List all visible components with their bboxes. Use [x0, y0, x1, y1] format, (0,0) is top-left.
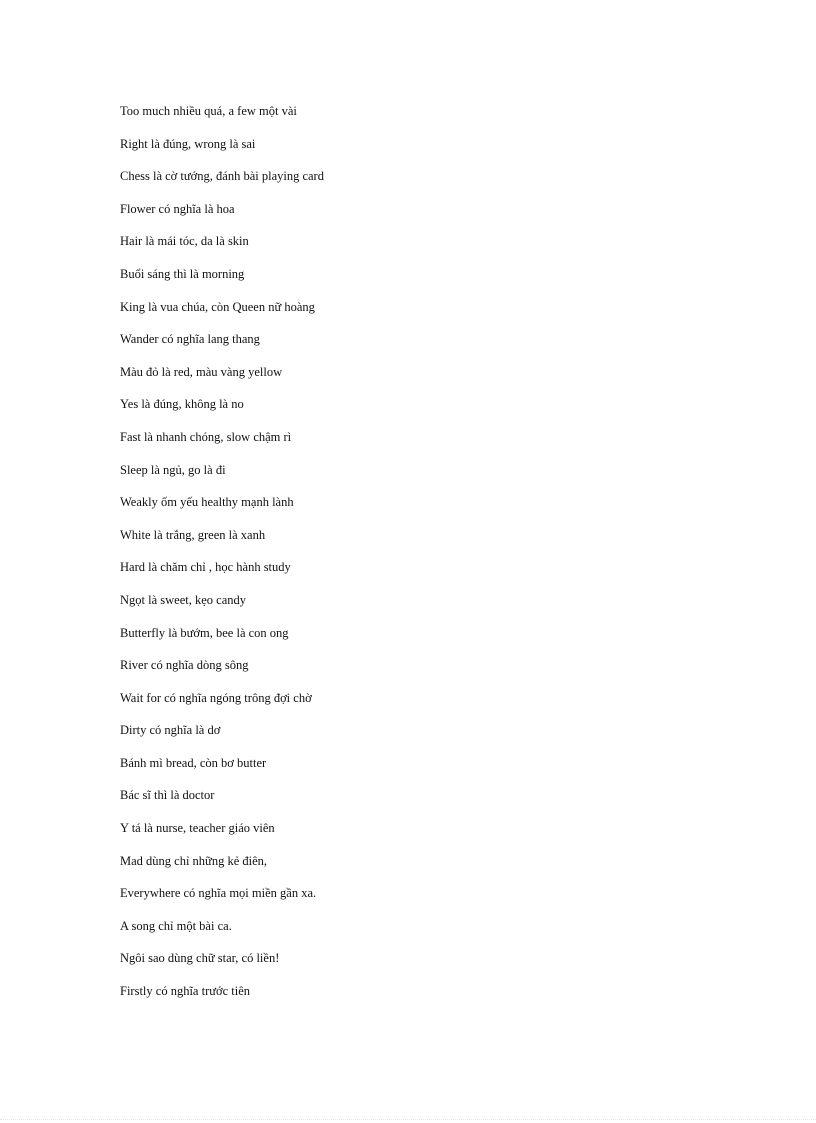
poem-lines: [120, 102, 324, 1015]
poem-line: Hard là chăm chỉ , học hành study: [120, 560, 291, 575]
page-bottom-divider: [0, 1119, 816, 1120]
poem-line: Flower có nghĩa là hoa: [120, 201, 235, 216]
poem-line: Weakly ốm yếu healthy mạnh lành: [120, 495, 294, 510]
poem-line: Right là đúng, wrong là sai: [120, 136, 256, 151]
poem-line: King là vua chúa, còn Queen nữ hoàng: [120, 299, 315, 314]
poem-line: Everywhere có nghĩa mọi miền gần xa.: [120, 886, 317, 901]
poem-line: Hair là mái tóc, da là skin: [120, 234, 249, 249]
poem-line: Wander có nghĩa lang thang: [120, 332, 260, 347]
poem-line: Ngọt là sweet, kẹo candy: [120, 592, 247, 607]
poem-line: Buổi sáng thì là morning: [120, 266, 245, 281]
poem-line: Mad dùng chỉ những kẻ điên,: [120, 853, 268, 868]
poem-line: Firstly có nghĩa trước tiên: [120, 984, 251, 999]
poem-line: Yes là đúng, không là no: [120, 397, 244, 412]
poem-line: Sleep là ngủ, go là đi: [120, 462, 226, 477]
poem-line: Fast là nhanh chóng, slow chậm rì: [120, 429, 292, 444]
poem-line: Màu đỏ là red, màu vàng yellow: [120, 364, 283, 379]
poem-line: Y tá là nurse, teacher giáo viên: [120, 821, 275, 836]
poem-line: A song chỉ một bài ca.: [120, 918, 232, 933]
poem-line: Dirty có nghĩa là dơ: [120, 723, 221, 738]
poem-line: Bánh mì bread, còn bơ butter: [120, 755, 267, 770]
poem-line: Bác sĩ thì là doctor: [120, 788, 215, 803]
poem-line: Wait for có nghĩa ngóng trông đợi chờ: [120, 690, 312, 705]
poem-line: Chess là cờ tướng, đánh bài playing card: [120, 169, 324, 184]
poem-line: White là trắng, green là xanh: [120, 527, 266, 542]
poem-line: Ngôi sao dùng chữ star, có liền!: [120, 951, 280, 966]
poem-line: River có nghĩa dòng sông: [120, 658, 249, 673]
poem-line: Butterfly là bướm, bee là con ong: [120, 625, 289, 640]
poem-line: Too much nhiều quá, a few một vài: [120, 104, 297, 118]
